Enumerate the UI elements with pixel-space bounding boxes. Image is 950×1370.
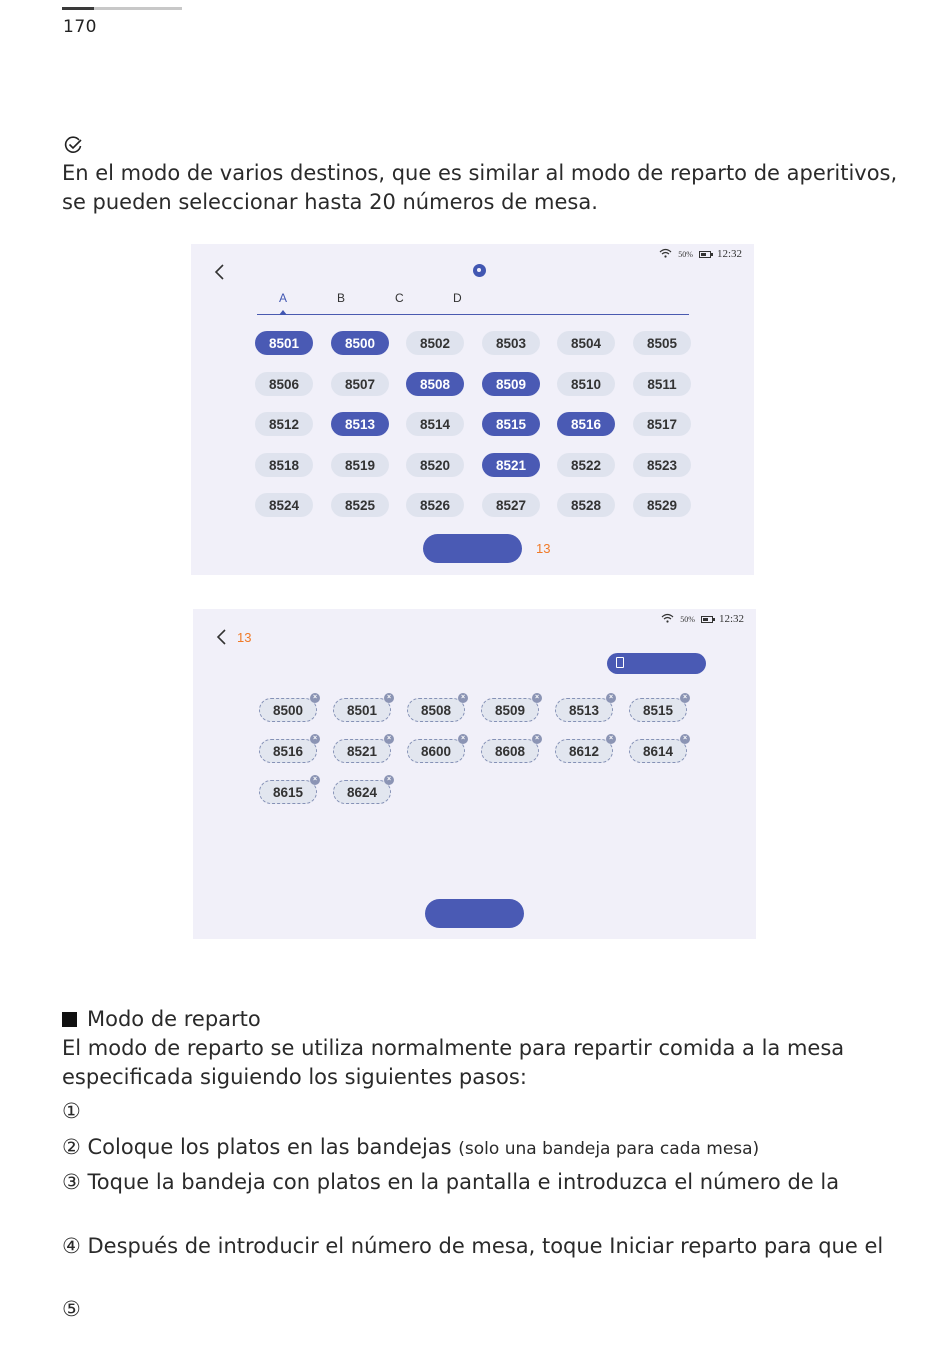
status-bar	[661, 612, 744, 626]
battery-percent: 50%	[680, 614, 695, 624]
square-bullet-icon	[62, 1012, 77, 1027]
selected-table-chip	[629, 735, 688, 763]
selected-table-chip	[481, 694, 540, 722]
remove-icon[interactable]: ×	[680, 734, 690, 744]
table-button[interactable]: 8527	[482, 493, 540, 517]
step-3: ③ Toque la bandeja con platos en la pantalla e introduzca el número de la	[62, 1170, 840, 1194]
table-button[interactable]: 8522	[557, 453, 615, 477]
table-button[interactable]: 8529	[633, 493, 691, 517]
selected-tables-screen	[193, 609, 756, 939]
table-button[interactable]: 8524	[255, 493, 313, 517]
tab-c[interactable]: C	[395, 291, 404, 305]
table-button[interactable]: 8502	[406, 331, 464, 355]
chip-label: 8500	[272, 702, 304, 718]
section-heading: Modo de reparto	[62, 1005, 261, 1034]
chip-label: 8624	[346, 784, 378, 800]
remove-icon[interactable]: ×	[606, 734, 616, 744]
start-delivery-button[interactable]	[425, 899, 524, 928]
table-button[interactable]: 8516	[557, 412, 615, 436]
table-button[interactable]: 8519	[331, 453, 389, 477]
table-button[interactable]: 8501	[255, 331, 313, 355]
clock: 12:32	[716, 248, 742, 260]
table-button[interactable]: 8525	[331, 493, 389, 517]
intro-line-2: se pueden seleccionar hasta 20 números de mesa.	[62, 190, 598, 214]
table-button[interactable]: 8509	[482, 372, 540, 396]
selected-table-chip	[259, 735, 318, 763]
remove-icon[interactable]: ×	[310, 693, 320, 703]
table-button[interactable]: 8517	[633, 412, 691, 436]
chip-label: 8515	[642, 702, 674, 718]
selected-table-chip	[629, 694, 688, 722]
page-number: 170	[63, 17, 97, 37]
trash-icon	[616, 657, 624, 668]
selected-table-chip	[407, 694, 466, 722]
wifi-icon	[659, 248, 672, 261]
chip-label: 8608	[494, 743, 526, 759]
table-button[interactable]: 8526	[406, 493, 464, 517]
remove-icon[interactable]: ×	[458, 693, 468, 703]
table-button[interactable]: 8523	[633, 453, 691, 477]
brand-logo-icon	[473, 264, 486, 277]
remove-icon[interactable]: ×	[532, 734, 542, 744]
table-button[interactable]: 8511	[633, 372, 691, 396]
chip-label: 8521	[346, 743, 378, 759]
remove-icon[interactable]: ×	[310, 775, 320, 785]
table-button[interactable]: 8514	[406, 412, 464, 436]
clear-all-button[interactable]	[607, 653, 706, 674]
table-button[interactable]: 8500	[331, 331, 389, 355]
header-selected-count: 13	[237, 630, 252, 645]
remove-icon[interactable]: ×	[458, 734, 468, 744]
back-button[interactable]	[213, 263, 227, 281]
selected-table-chip	[333, 776, 392, 804]
remove-icon[interactable]: ×	[384, 693, 394, 703]
clock: 12:32	[718, 613, 744, 625]
chip-label: 8501	[346, 702, 378, 718]
table-button[interactable]: 8518	[255, 453, 313, 477]
section-desc-2: especificada siguiendo los siguientes pasos:	[62, 1065, 527, 1089]
table-button[interactable]: 8528	[557, 493, 615, 517]
chip-label: 8614	[642, 743, 674, 759]
back-button[interactable]	[215, 628, 229, 646]
table-button[interactable]: 8506	[255, 372, 313, 396]
page-progress-bar	[62, 7, 182, 10]
tab-d[interactable]: D	[453, 291, 462, 305]
remove-icon[interactable]: ×	[384, 775, 394, 785]
chip-label: 8612	[568, 743, 600, 759]
remove-icon[interactable]: ×	[310, 734, 320, 744]
table-button[interactable]: 8515	[482, 412, 540, 436]
section-desc-1: El modo de reparto se utiliza normalmente para repartir comida a la mesa	[62, 1036, 845, 1060]
selected-table-chip	[259, 694, 318, 722]
wifi-icon	[661, 613, 674, 626]
table-button[interactable]: 8520	[406, 453, 464, 477]
step-5: ⑤	[62, 1297, 81, 1321]
remove-icon[interactable]: ×	[532, 693, 542, 703]
selected-table-chip	[555, 694, 614, 722]
selected-table-chip	[333, 694, 392, 722]
selected-table-chip	[407, 735, 466, 763]
remove-icon[interactable]: ×	[606, 693, 616, 703]
battery-percent: 50%	[678, 249, 693, 259]
table-button[interactable]: 8505	[633, 331, 691, 355]
intro-line-1: En el modo de varios destinos, que es similar al modo de reparto de aperitivos,	[62, 161, 898, 185]
step-2: ② Coloque los platos en las bandejas (solo una bandeja para cada mesa)	[62, 1135, 760, 1159]
table-button[interactable]: 8503	[482, 331, 540, 355]
active-tab-indicator	[279, 310, 287, 315]
table-selection-screen	[191, 244, 754, 575]
chip-label: 8600	[420, 743, 452, 759]
selected-count: 13	[536, 541, 551, 556]
battery-icon	[701, 616, 713, 623]
chip-label: 8509	[494, 702, 526, 718]
chip-label: 8516	[272, 743, 304, 759]
tab-b[interactable]: B	[337, 291, 346, 305]
selected-table-chip	[333, 735, 392, 763]
chip-label: 8615	[272, 784, 304, 800]
status-bar	[659, 247, 742, 261]
selected-table-chip	[555, 735, 614, 763]
table-button[interactable]: 8512	[255, 412, 313, 436]
step-4: ④ Después de introducir el número de mesa, toque Iniciar reparto para que el	[62, 1234, 884, 1258]
selected-table-chip	[481, 735, 540, 763]
battery-icon	[699, 251, 711, 258]
selected-table-chip	[259, 776, 318, 804]
step-1: ①	[62, 1099, 81, 1123]
remove-icon[interactable]: ×	[384, 734, 394, 744]
tab-a[interactable]: A	[279, 291, 288, 305]
check-circle-icon	[64, 136, 84, 154]
table-button[interactable]: 8521	[482, 453, 540, 477]
table-button[interactable]: 8508	[406, 372, 464, 396]
table-button[interactable]: 8513	[331, 412, 389, 436]
chip-label: 8513	[568, 702, 600, 718]
confirm-button[interactable]	[423, 534, 522, 563]
chip-label: 8508	[420, 702, 452, 718]
table-button[interactable]: 8510	[557, 372, 615, 396]
table-button[interactable]: 8504	[557, 331, 615, 355]
remove-icon[interactable]: ×	[680, 693, 690, 703]
table-area-tabs	[257, 288, 689, 315]
table-button[interactable]: 8507	[331, 372, 389, 396]
